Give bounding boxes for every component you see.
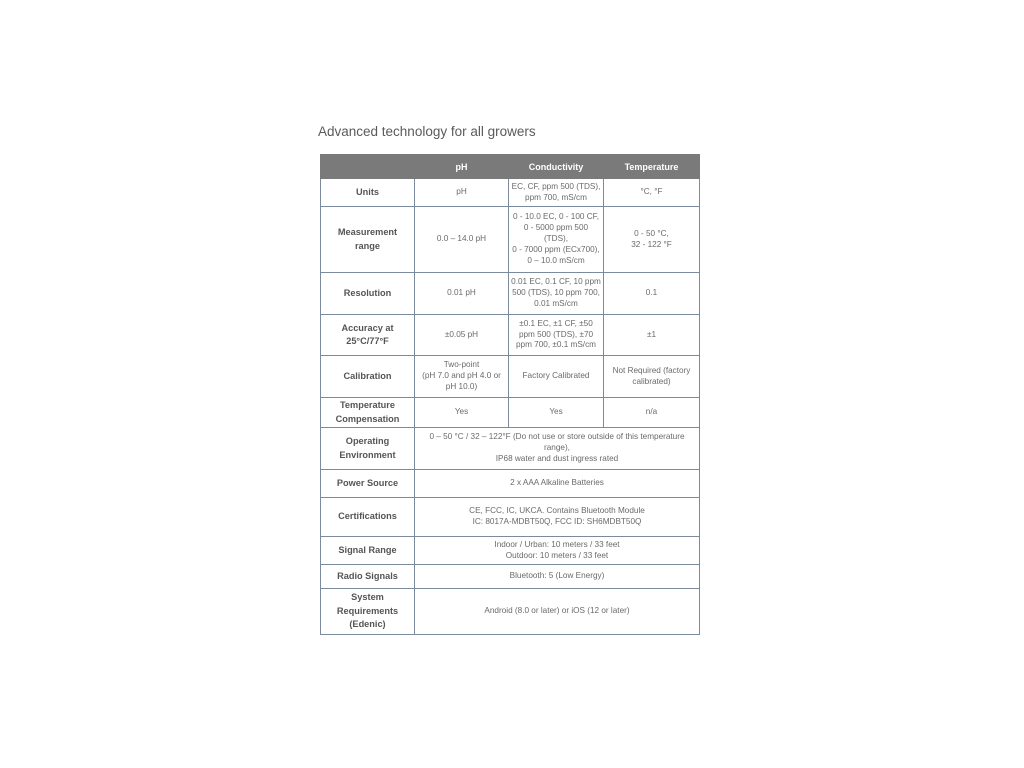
conductivity-cell-line: 0.01 EC, 0.1 CF, 10 ppm xyxy=(511,277,601,287)
spanned-value-cell-line: Outdoor: 10 meters / 33 feet xyxy=(505,550,609,560)
header-temperature: Temperature xyxy=(604,155,700,179)
table-row xyxy=(321,398,700,428)
ph-cell xyxy=(415,356,509,398)
table-row xyxy=(321,565,700,589)
ph-cell xyxy=(415,179,509,207)
conductivity-cell-line: ppm 700, mS/cm xyxy=(525,192,587,202)
row-label-line: Certifications xyxy=(338,511,397,522)
row-label xyxy=(321,207,415,273)
temperature-cell xyxy=(604,356,700,398)
temperature-cell xyxy=(604,179,700,207)
page-title: Advanced technology for all growers xyxy=(318,124,536,139)
temperature-cell-line: calibrated) xyxy=(632,376,671,386)
ph-cell xyxy=(415,315,509,356)
row-label-line: System xyxy=(351,592,384,603)
temperature-cell-line: 0.1 xyxy=(645,288,658,298)
row-label-line: 25°C/77°F xyxy=(346,336,389,346)
spanned-value-cell-line: IC: 8017A-MDBT50Q, FCC ID: SH6MDBT50Q xyxy=(472,517,642,526)
row-label xyxy=(321,589,415,635)
row-label-line: Calibration xyxy=(343,370,392,381)
row-label xyxy=(321,398,415,428)
row-label xyxy=(321,470,415,498)
table-row xyxy=(321,356,700,398)
conductivity-cell-line: (TDS), xyxy=(543,234,569,244)
header-row xyxy=(321,155,700,179)
row-label-line: Requirements xyxy=(336,605,399,616)
row-label xyxy=(321,179,415,207)
spanned-value-cell xyxy=(415,428,700,470)
ph-cell-line: Yes xyxy=(454,407,469,417)
row-label-line: Units xyxy=(356,186,379,197)
spanned-value-cell-line: Bluetooth: 5 (Low Energy) xyxy=(509,571,605,581)
row-label-line: Radio Signals xyxy=(337,570,398,581)
spec-table xyxy=(320,154,700,635)
row-label xyxy=(321,498,415,537)
conductivity-cell-line: Yes xyxy=(549,407,563,417)
row-label xyxy=(321,428,415,470)
table-row xyxy=(321,470,700,498)
spanned-value-cell-line: CE, FCC, IC, UKCA. Contains Bluetooth Module xyxy=(469,506,645,516)
ph-cell xyxy=(415,273,509,315)
conductivity-cell-line: 0 - 10.0 EC, 0 - 100 CF, xyxy=(512,212,599,222)
row-label-line: Operating xyxy=(345,436,390,447)
ph-cell xyxy=(415,398,509,428)
ph-cell-line: 0.0 – 14.0 pH xyxy=(436,234,487,244)
spanned-value-cell-line: range), xyxy=(544,443,570,453)
table-row xyxy=(321,273,700,315)
conductivity-cell-line: ppm 500 (TDS), ±70 xyxy=(518,329,594,339)
temperature-cell xyxy=(604,315,700,356)
temperature-cell xyxy=(604,398,700,428)
temperature-cell-line: 0 - 50 °C, xyxy=(634,228,669,238)
row-label-line: Measurement xyxy=(337,227,398,238)
conductivity-cell-line: 0.01 mS/cm xyxy=(534,298,578,308)
conductivity-cell xyxy=(509,207,604,273)
conductivity-cell xyxy=(509,179,604,207)
table-row xyxy=(321,179,700,207)
conductivity-cell-line: 0 – 10.0 mS/cm xyxy=(527,255,585,265)
conductivity-cell xyxy=(509,356,604,398)
table-row xyxy=(321,315,700,356)
spanned-value-cell xyxy=(415,537,700,565)
conductivity-cell-line: 0 - 5000 ppm 500 xyxy=(523,223,589,233)
temperature-cell-line: 32 - 122 °F xyxy=(631,239,672,249)
ph-cell-line: pH 10.0) xyxy=(445,381,478,391)
temperature-cell-line: ±1 xyxy=(646,329,657,339)
spanned-value-cell-line: 0 – 50 °C / 32 – 122°F (Do not use or store outside of this temperature xyxy=(429,432,685,442)
spanned-value-cell xyxy=(415,565,700,589)
temperature-cell-line: n/a xyxy=(645,407,658,417)
spanned-value-cell-line: IP68 water and dust ingress rated xyxy=(495,453,619,463)
ph-cell-line: ±0.05 pH xyxy=(444,329,479,339)
ph-cell-line: pH xyxy=(456,187,467,197)
conductivity-cell-line: 500 (TDS), 10 ppm 700, xyxy=(512,288,600,298)
temperature-cell-line: Not Required (factory xyxy=(612,365,691,375)
conductivity-cell-line: ±0.1 EC, ±1 CF, ±50 xyxy=(519,318,593,328)
row-label-line: (Edenic) xyxy=(349,619,386,630)
ph-cell xyxy=(415,207,509,273)
row-label-line: Power Source xyxy=(336,477,399,488)
table-row xyxy=(321,207,700,273)
temperature-cell-line: °C, °F xyxy=(640,187,663,197)
conductivity-cell-line: ppm 700, ±0.1 mS/cm xyxy=(515,340,597,350)
spanned-value-cell-line: 2 x AAA Alkaline Batteries xyxy=(510,478,604,488)
table-row xyxy=(321,537,700,565)
row-label-line: Environment xyxy=(339,449,396,460)
table-row xyxy=(321,428,700,470)
conductivity-cell xyxy=(509,315,604,356)
table-row xyxy=(321,498,700,537)
row-label-line: Signal Range xyxy=(338,544,397,555)
row-label xyxy=(321,537,415,565)
row-label xyxy=(321,356,415,398)
table-row xyxy=(321,589,700,635)
row-label-line: Accuracy at xyxy=(341,322,394,333)
temperature-cell xyxy=(604,273,700,315)
spanned-value-cell xyxy=(415,589,700,635)
conductivity-cell-line: 0 - 7000 ppm (ECx700), xyxy=(512,244,600,254)
conductivity-cell-line: Factory Calibrated xyxy=(522,371,590,381)
header-blank xyxy=(321,155,415,179)
ph-cell-line: Two-point xyxy=(443,360,480,370)
spanned-value-cell xyxy=(415,498,700,537)
spanned-value-cell xyxy=(415,470,700,498)
row-label-line: Resolution xyxy=(343,287,392,298)
conductivity-cell-line: EC, CF, ppm 500 (TDS), xyxy=(511,181,601,191)
header-conductivity: Conductivity xyxy=(509,155,604,179)
temperature-cell xyxy=(604,207,700,273)
row-label xyxy=(321,315,415,356)
row-label xyxy=(321,273,415,315)
spanned-value-cell-line: Indoor / Urban: 10 meters / 33 feet xyxy=(494,539,620,549)
row-label-line: Temperature xyxy=(340,400,395,411)
ph-cell-line: (pH 7.0 and pH 4.0 or xyxy=(422,371,501,381)
ph-cell-line: 0.01 pH xyxy=(447,288,476,298)
row-label-line: Compensation xyxy=(335,413,400,424)
row-label-line: range xyxy=(354,240,381,251)
spanned-value-cell-line: Android (8.0 or later) or iOS (12 or later) xyxy=(484,606,630,616)
row-label xyxy=(321,565,415,589)
conductivity-cell xyxy=(509,398,604,428)
conductivity-cell xyxy=(509,273,604,315)
header-ph: pH xyxy=(415,155,509,179)
